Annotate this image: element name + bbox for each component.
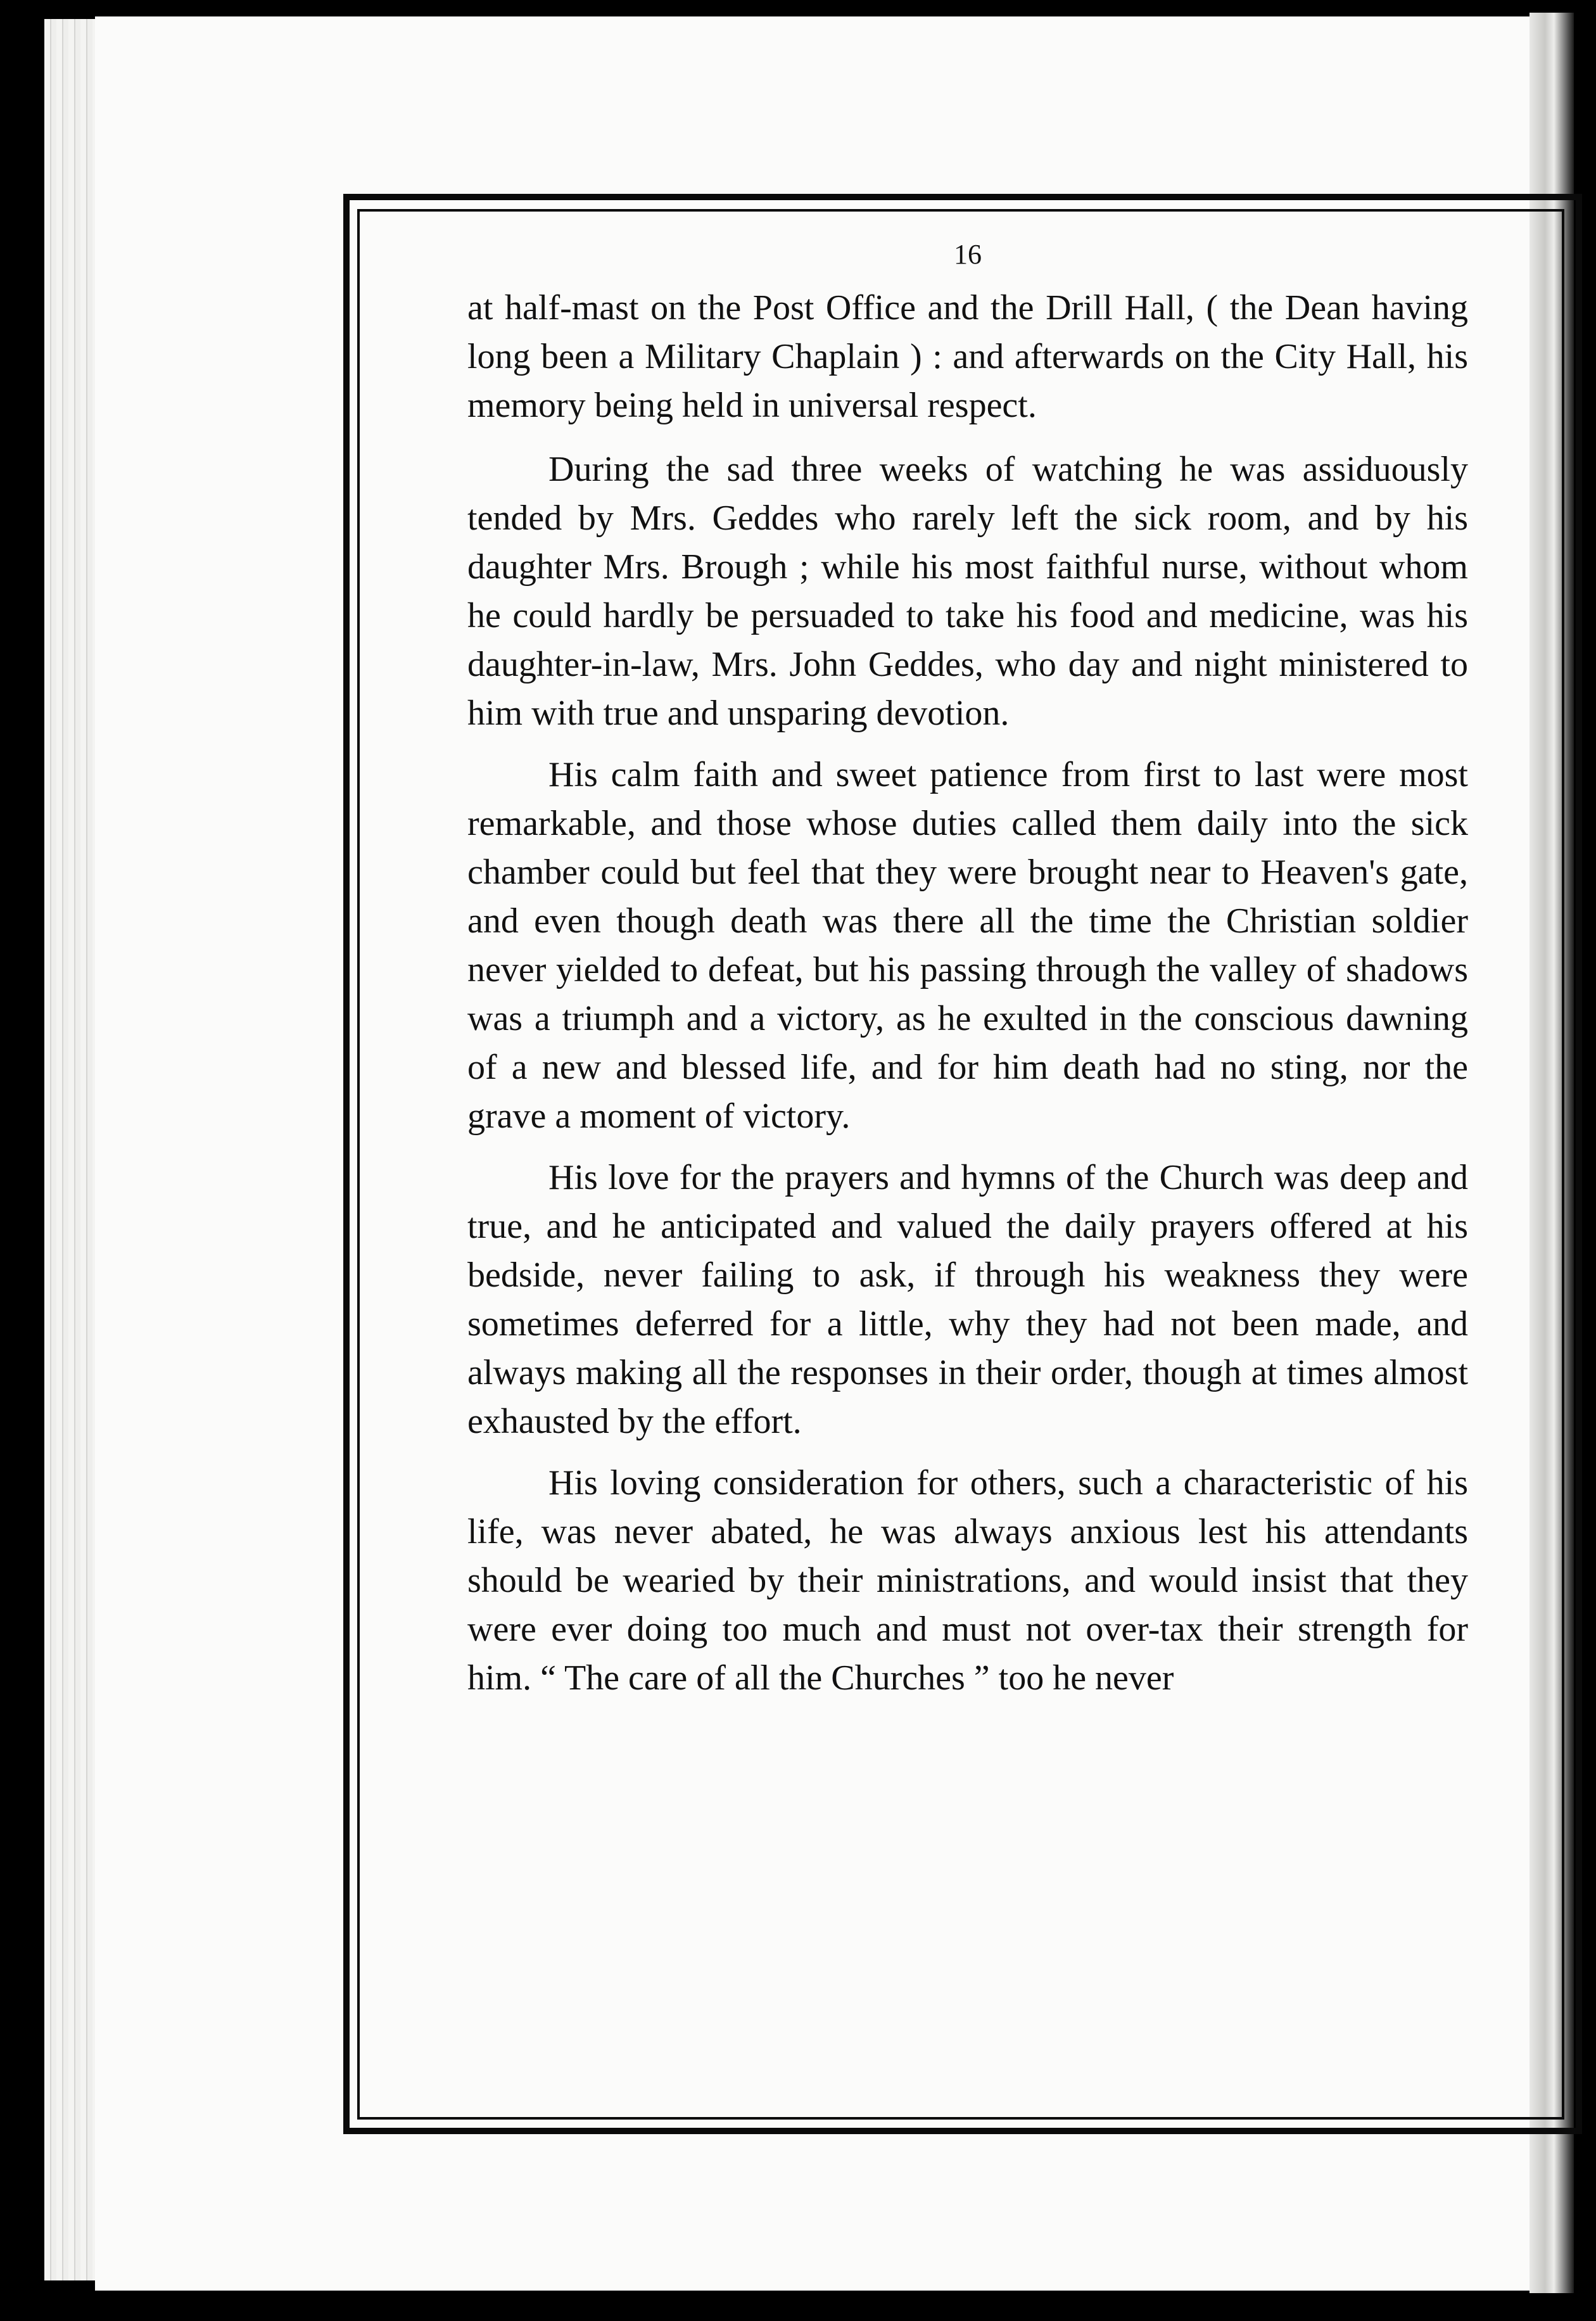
- paragraph-2: During the sad three weeks of watching he was assiduously tended by Mrs. Geddes who rarely left the sick room, and by his daughter Mrs. Brough ; while his most faithful nurse, without whom he could hardly be persuaded to take his food and medicine, was his daughter-in-law, Mrs. John Geddes, who day and night ministered to him with true and unsparing devotion.: [467, 450, 1468, 733]
- paragraph-1: at half-mast on the Post Office and the Drill Hall, ( the Dean having long been a Military Chaplain ) : and afterwards on the City Hall, his memory being held in universal respect.: [467, 288, 1468, 425]
- paragraph-5: His loving consideration for others, such a characteristic of his life, was never abated, he was always anxious lest his attendants should be wearied by their ministrations, and would insist that they were ever doing too much and must not over-tax their strength for him. “ The care of all the Churches ” too he never: [467, 1463, 1468, 1698]
- paragraph-3: His calm faith and sweet patience from first to last were most remarkable, and those whose duties called them daily into the sick chamber could but feel that they were brought near to Heaven's gate, and even though death was there all the time the Christian soldier never yielded to defeat, but his passing through the valley of shadows was a triumph and a victory, as he exulted in the conscious dawning of a new and blessed life, and for him death had no sting, nor the grave a moment of victory.: [467, 755, 1468, 1136]
- paragraph-4: His love for the prayers and hymns of the Church was deep and true, and he anticipated and valued the daily prayers offered at his bedside, never failing to ask, if through his weakness they were sometimes deferred for a little, why they had not been made, and always making all the responses in their order, though at times almost exhausted by the effort.: [467, 1158, 1468, 1441]
- page-number: 16: [954, 239, 982, 270]
- text-block: [467, 236, 1468, 1715]
